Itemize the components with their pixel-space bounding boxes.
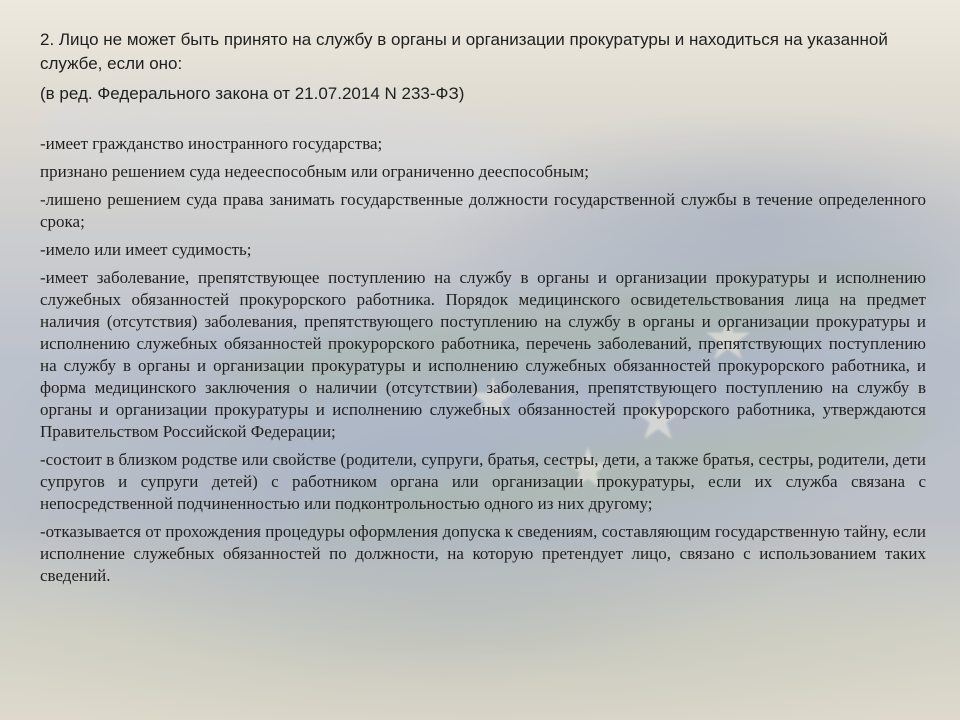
list-item: -состоит в близком родстве или свойстве (родители, супруги, братья, сестры, дети, а также братья, сестры, родители, дети супругов и супруги детей) с работником органа или организации прокуратуры, если их служба связана с непосредственной подчиненностью или подконтрольностью одного из них другому; (40, 450, 926, 513)
list-item: -имеет гражданство иностранного государства; (40, 134, 383, 153)
slide-content (40, 26, 926, 587)
list-item: -имеет заболевание, препятствующее поступлению на службу в органы и организации прокуратуры и исполнению служебных обязанностей прокурорского работника. Порядок медицинского освидетельствования лица на предмет наличия (отсутствия) заболевания, препятствующего поступлению на службу в органы и организации прокуратуры и исполнению служебных обязанностей прокурорского работника, перечень заболеваний, препятствующих поступлению на службу в органы и организации прокуратуры и исполнению служебных обязанностей прокурорского работника, и форма медицинского заключения о наличии (отсутствии) заболевания, препятствующего поступлению на службу в органы и организации прокуратуры и исполнению служебных обязанностей прокурорского работника, утверждаются Правительством Российской Федерации; (40, 268, 926, 441)
amendment-note: (в ред. Федерального закона от 21.07.2014 N 233-ФЗ) (40, 84, 465, 103)
header-paragraph: 2. Лицо не может быть принято на службу в органы и организации прокуратуры и находиться на указанной службе, если оно: (40, 30, 888, 73)
list-item: -имело или имеет судимость; (40, 240, 252, 259)
list-item: -лишено решением суда права занимать государственные должности государственной службы в течение определенного срока; (40, 190, 926, 231)
list-item: -отказывается от прохождения процедуры оформления допуска к сведениям, составляющим государственную тайну, если исполнение служебных обязанностей по должности, на которую претендует лицо, связано с использованием таких сведений. (40, 522, 926, 585)
list-item: признано решением суда недееспособным или ограниченно дееспособным; (40, 162, 590, 181)
